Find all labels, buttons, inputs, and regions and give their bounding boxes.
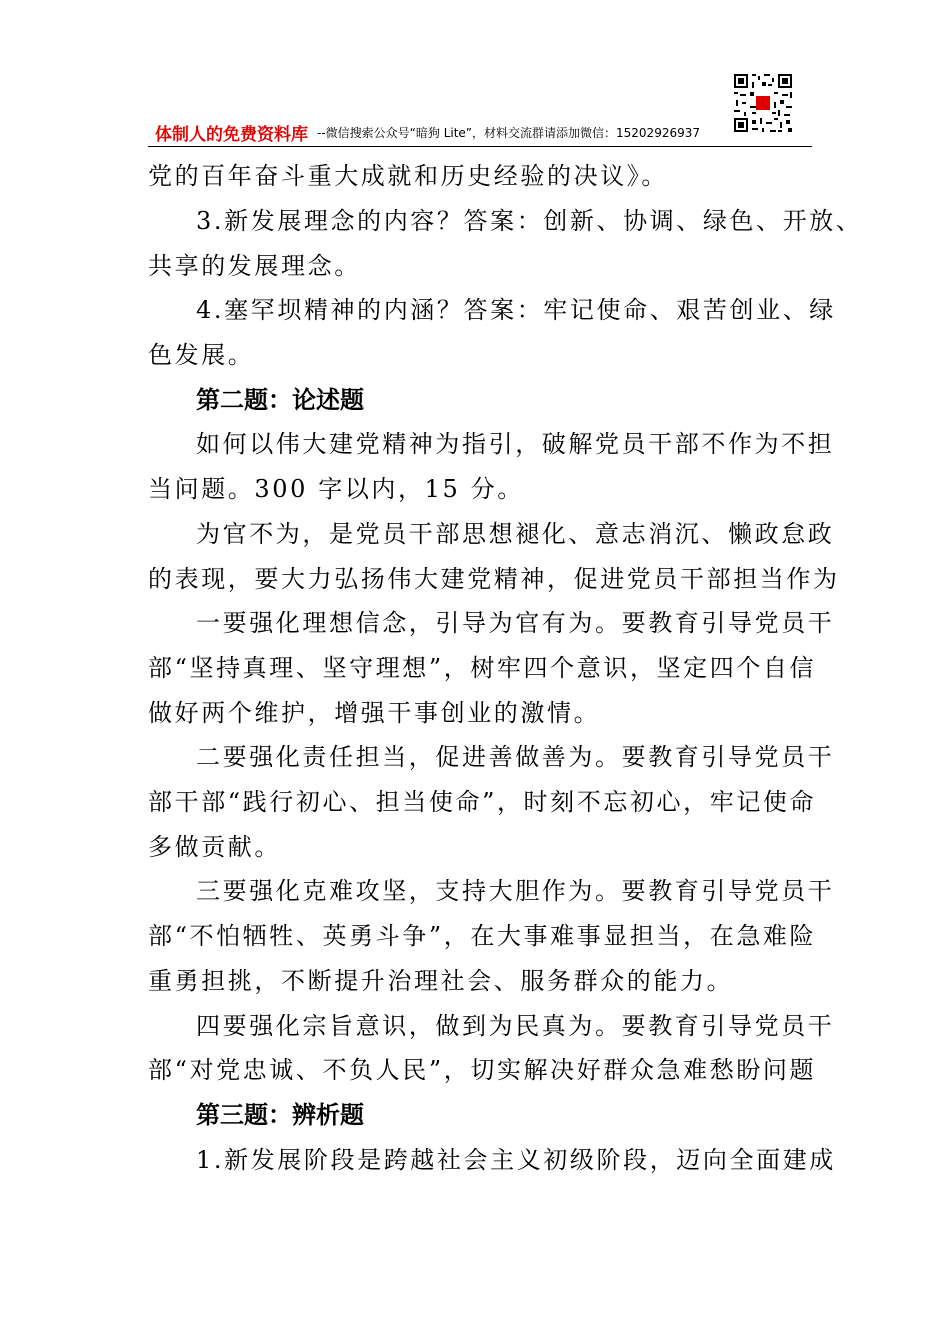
body-line: 共享的发展理念。	[148, 252, 361, 280]
body-line: 为官不为，是党员干部思想褪化、意志消沉、懒政怠政	[196, 520, 835, 548]
body-line: 部“对党忠诚、不负人民”，切实解决好群众急难愁盼问题	[148, 1056, 817, 1084]
body-line: 一要强化理想信念，引导为官有为。要教育引导党员干	[196, 609, 835, 637]
header-rule	[148, 146, 812, 147]
body-line: 二要强化责任担当，促进善做善为。要教育引导党员干	[196, 743, 835, 771]
body-line: 4.塞罕坝精神的内涵？答案：牢记使命、艰苦创业、绿	[196, 296, 836, 324]
header-note: --微信搜索公众号“暗狗 Lite”，材料交流群请添加微信：15202926937	[317, 126, 700, 140]
body-line: 党的百年奋斗重大成就和历史经验的决议》。	[148, 162, 668, 190]
header-brand: 体制人的免费资料库	[155, 125, 308, 145]
body-line: 3.新发展理念的内容？答案：创新、协调、绿色、开放、	[196, 207, 863, 235]
body-line: 多做贡献。	[148, 833, 281, 861]
body-line: 部“坚持真理、坚守理想”，树牢四个意识，坚定四个自信	[148, 654, 817, 682]
body-line: 当问题。300 字以内，15 分。	[148, 475, 524, 503]
body-line: 部干部“践行初心、担当使命”，时刻不忘初心，牢记使命	[148, 788, 817, 816]
body-line: 的表现，要大力弘扬伟大建党精神，促进党员干部担当作为	[148, 565, 840, 593]
body-line: 重勇担挑，不断提升治理社会、服务群众的能力。	[148, 967, 734, 995]
body-line: 如何以伟大建党精神为指引，破解党员干部不作为不担	[196, 430, 835, 458]
qr-code-icon	[732, 72, 794, 134]
body-line: 三要强化克难攻坚，支持大胆作为。要教育引导党员干	[196, 877, 835, 905]
body-line: 1.新发展阶段是跨越社会主义初级阶段，迈向全面建成	[196, 1146, 836, 1174]
section-heading: 第三题：辨析题	[196, 1101, 364, 1129]
body-line: 色发展。	[148, 341, 255, 369]
body-line: 四要强化宗旨意识，做到为民真为。要教育引导党员干	[196, 1012, 835, 1040]
body-line: 部“不怕牺牲、英勇斗争”，在大事难事显担当，在急难险	[148, 922, 817, 950]
body-line: 做好两个维护，增强干事创业的激情。	[148, 699, 601, 727]
section-heading: 第二题：论述题	[196, 386, 364, 414]
